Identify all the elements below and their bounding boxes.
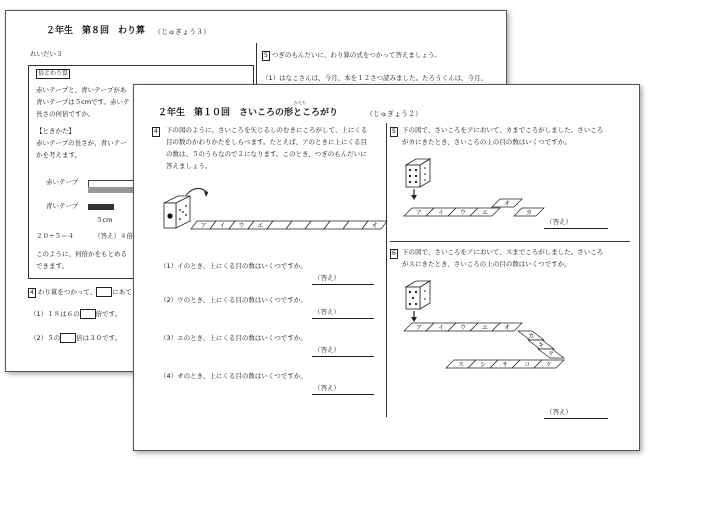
tape-red-label: 赤いテープ <box>46 178 79 186</box>
q6-row2-cell-1-label: シ <box>479 361 487 369</box>
sub-question-2: （2）ウのとき、上にくる目の数はいくつですか。 <box>160 296 307 304</box>
q4-1-blank <box>80 309 96 319</box>
q4-text-b: にあて <box>112 288 132 296</box>
q6-row2-cell-3-label: コ <box>523 361 531 369</box>
summary-line-2: できます。 <box>36 262 68 270</box>
blue-tape <box>88 204 114 210</box>
box-label: 倍とわり算 <box>38 70 69 77</box>
q6-row1-cell-4-label: オ <box>503 324 511 332</box>
q6-row1-cell-0-label: ア <box>415 324 423 332</box>
solution-line-1: 赤いテープの長さが、青いテー <box>36 139 127 147</box>
q5-1: （1）はなこさんは、今月、本を１２さつ読みました。たろうくんは、今月、 <box>262 74 488 82</box>
answer-label-3: （答え） <box>314 346 340 354</box>
q4-2-b: 倍は３０です。 <box>76 334 122 342</box>
q4-line-2: 目の数のかわりかたをしらべます。たとえば、アのときに上にくる目 <box>166 138 367 146</box>
front-worksheet <box>133 84 640 451</box>
answer-label-4: （答え） <box>314 384 340 392</box>
q6-col-cell-1-label: キ <box>537 342 545 349</box>
tape-blue-label: 青いテープ <box>46 202 79 210</box>
q5-dice-icon <box>406 159 430 187</box>
q6-dice-icon <box>406 281 430 309</box>
q5-number: 5 <box>264 52 268 59</box>
q6-track <box>404 323 564 369</box>
q5-number: 5 <box>392 128 396 135</box>
red-tape-shade <box>88 187 134 193</box>
example-label: れいだい３ <box>30 50 63 58</box>
text-line-1: 赤いテープと、青いテープがあ <box>36 86 127 94</box>
q6-line-2: がスにきたとき、さいころの上の目の数はいくつですか。 <box>402 260 571 268</box>
ruby: かたち <box>294 100 306 105</box>
q4-track-cell-2-label: ウ <box>238 222 245 230</box>
q5-track-cell-3-label: エ <box>481 209 489 217</box>
q5-line-2: がカにきたとき、さいころの上の目の数はいくつですか。 <box>402 138 571 146</box>
q6-row1-cell-3-label: エ <box>481 324 489 332</box>
q4-number: 4 <box>30 289 34 296</box>
cm-label: ５cm <box>96 216 113 224</box>
q4-1-a: （1）１８は６の <box>30 310 80 318</box>
q4-2-a: （2）５の <box>30 334 61 342</box>
front-subtitle: （じゅぎょう２） <box>366 110 422 118</box>
answer-partial: （答え）４倍 <box>94 232 133 240</box>
answer-label-2: （答え） <box>314 308 340 316</box>
q5-line-1: 下の図で、さいころをアにおいて、カまでころがしました。さいころ <box>402 126 604 134</box>
answer-label-1: （答え） <box>314 274 340 282</box>
q4-line-1: 下の図のように、さいころを矢じるしのむきにころがして、上にくる <box>166 126 368 134</box>
q5-track-cell-4-label: オ <box>503 200 511 208</box>
q4-2-blank <box>60 333 76 343</box>
q6-row2-cell-4-label: ケ <box>545 361 553 369</box>
q6-number: 6 <box>392 250 396 257</box>
q4-1-b: 倍です。 <box>95 310 122 318</box>
q5-track-cell-1-label: イ <box>437 209 445 217</box>
text-line-3: 長さの何倍ですか。 <box>36 110 95 118</box>
q4-track-cell-1-label: イ <box>219 222 226 230</box>
q6-row2-cell-0-label: ス <box>457 361 465 369</box>
q6-col-cell-0-label: カ <box>527 333 535 340</box>
sub-question-3: （3）エのとき、上にくる目の数はいくつですか。 <box>160 334 307 342</box>
solution-line-2: かを考えます。 <box>36 151 81 159</box>
q4-text-a: わり算をつかって、 <box>37 288 97 296</box>
q4-number: 4 <box>154 128 158 135</box>
summary-line-1: このように、何倍かをもとめる <box>36 250 127 258</box>
equation: ２０÷５＝４ <box>36 232 74 240</box>
q5-track-cell-5-label: カ <box>525 209 533 217</box>
q5-down-arrow-head-icon <box>411 195 417 200</box>
text-line-2: 青いテープは５cmです。赤いテ <box>36 98 130 106</box>
q4-track-cell-3-label: エ <box>257 222 264 230</box>
back-title: ２年生 第８回 わり算 <box>46 26 146 36</box>
q5-track <box>404 199 544 217</box>
q4-line-4: 答えましょう。 <box>166 162 212 170</box>
q4-blank <box>96 287 112 297</box>
back-subtitle: （じゅぎょう３） <box>154 28 210 36</box>
q6-row1-cell-2-label: ウ <box>459 324 467 332</box>
q6-answer-label: （答え） <box>546 408 572 416</box>
q6-row2-cell-2-label: サ <box>501 361 509 369</box>
q6-row1-cell-1-label: イ <box>437 324 445 332</box>
sub-question-4: （4）オのとき、上にくる目の数はいくつですか。 <box>160 372 307 380</box>
q4-track-cell-0-label: ア <box>200 222 207 230</box>
q5-q6-figures <box>134 85 639 450</box>
q6-line-1: 下の図で、さいころをアにおいて、スまでころがしました。さいころ <box>402 248 604 256</box>
q5-track-cell-0-label: ア <box>415 209 423 217</box>
q6-col-cell-2-label: ク <box>547 351 555 358</box>
front-title: ２年生 第１０回 さいころの形ところがり <box>158 108 339 118</box>
q5-text: つぎのもんだいに、わり算の式をつかって答えましょう。 <box>271 51 441 59</box>
q5-track-cell-2-label: ウ <box>459 209 467 217</box>
sub-question-1: （1）イのとき、上にくる目の数はいくつですか。 <box>160 262 307 270</box>
q6-down-arrow-head-icon <box>411 317 417 322</box>
q4-track-cell-9-label: オ <box>371 222 378 230</box>
q4-line-3: の数は、５のうらなので２になります。このとき、つぎのもんだいに <box>166 150 367 158</box>
solution-label: 【ときかた】 <box>36 127 75 135</box>
q5-answer-label: （答え） <box>546 218 572 226</box>
